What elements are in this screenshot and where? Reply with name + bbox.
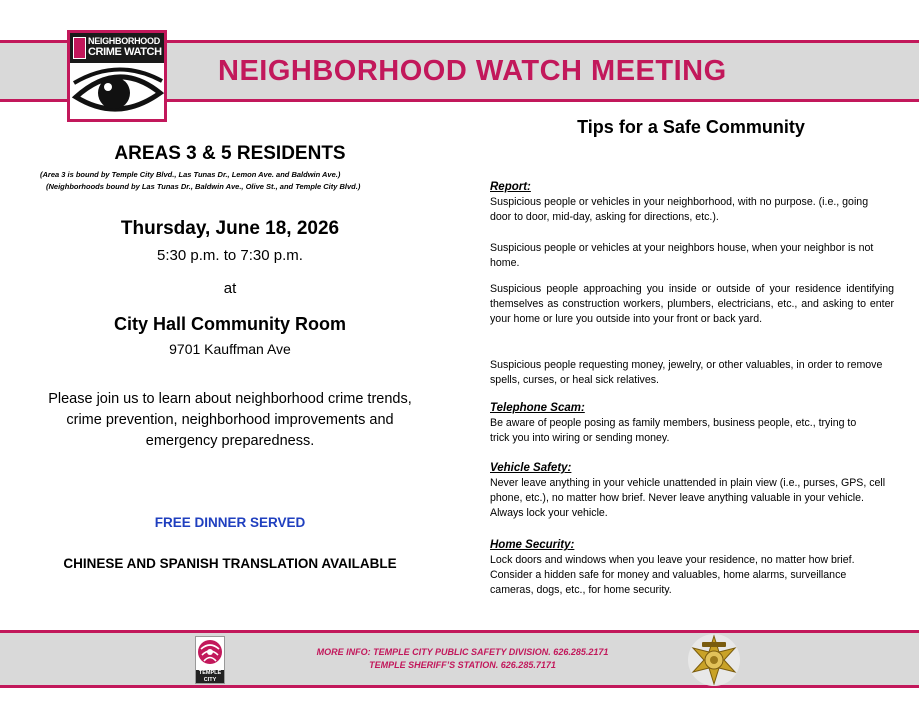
at-label: at — [223, 280, 237, 297]
vehicle-safety-section — [490, 461, 894, 521]
report-item: Suspicious people requesting money, jewelry, or other valuables, in order to remove spells, curses, or heal sick relatives. — [490, 359, 883, 386]
home-security-heading: Home Security: — [490, 539, 575, 551]
footer-band — [0, 630, 919, 688]
report-heading: Report: — [490, 181, 531, 193]
report-item: Suspicious people or vehicles at your neighbors house, when your neighbor is not home. — [490, 242, 874, 269]
description-line: Please join us to learn about neighborhood crime trends, — [48, 391, 412, 407]
report-item: Suspicious people approaching you inside or outside of your residence identifying themselves as construction workers, plumbers, electricians, etc., and asking to enter your home or lure you outside into your front or back yard. — [490, 283, 894, 325]
neighborhood-crime-watch-logo — [67, 30, 167, 122]
page-title: NEIGHBORHOOD WATCH MEETING — [218, 55, 727, 87]
footer-info-line1: MORE INFO: TEMPLE CITY PUBLIC SAFETY DIVISION. 626.285.2171 — [316, 647, 609, 657]
event-date: Thursday, June 18, 2026 — [120, 218, 340, 239]
report-item-block — [490, 241, 894, 271]
footer-info-line2: TEMPLE SHERIFF’S STATION. 626.285.7171 — [369, 660, 556, 670]
report-item: Suspicious people or vehicles in your neighborhood, with no purpose. (i.e., going door to door, mid-day, asking for directions, etc.). — [490, 196, 869, 223]
logo-header — [70, 33, 164, 63]
description-line: emergency preparedness. — [145, 433, 315, 449]
logo-line1: NEIGHBORHOOD — [88, 36, 160, 46]
logo-line2: CRIME WATCH — [88, 46, 162, 58]
sheriff-star-badge-icon — [687, 633, 741, 687]
event-venue: City Hall Community Room — [113, 314, 346, 334]
telephone-scam-heading: Telephone Scam: — [490, 402, 585, 414]
report-section — [490, 180, 894, 225]
telephone-scam-section — [490, 401, 894, 446]
description-line: crime prevention, neighborhood improvements and — [66, 412, 394, 428]
event-time: 5:30 p.m. to 7:30 p.m. — [157, 247, 303, 264]
home-security-text: Lock doors and windows when you leave your residence, no matter how brief. Consider a hidden safe for money and valuables, home alarms, surveillance cameras, dogs, etc., for home security. — [490, 554, 855, 596]
free-dinner-notice: FREE DINNER SERVED — [154, 515, 306, 530]
event-description — [20, 389, 440, 452]
vehicle-safety-text: Never leave anything in your vehicle unattended in plain view (i.e., purses, GPS, cell phone, etc.), no matter how brief. Never leave anything valuable in your vehicle. Always lock your vehicle. — [490, 477, 886, 519]
home-security-section — [490, 538, 894, 598]
report-item-block — [490, 282, 894, 327]
vehicle-safety-heading: Vehicle Safety: — [490, 462, 572, 474]
camellia-flower-icon — [196, 637, 224, 670]
areas-title: AREAS 3 & 5 RESIDENTS — [114, 143, 346, 164]
event-address: 9701 Kauffman Ave — [169, 341, 291, 357]
eye-icon — [72, 63, 164, 119]
area5-boundary: (Neighborhoods bound by Las Tunas Dr., Baldwin Ave., Olive St., and Temple City Blvd.) — [46, 182, 361, 191]
area3-boundary: (Area 3 is bound by Temple City Blvd., Las Tunas Dr., Lemon Ave. and Baldwin Ave.) — [40, 170, 341, 179]
telephone-scam-text: Be aware of people posing as family members, business people, etc., trying to trick you into wiring or sending money. — [490, 417, 857, 444]
report-item-block — [490, 358, 894, 388]
tips-title: Tips for a Safe Community — [577, 117, 805, 137]
temple-city-label: TEMPLE CITY — [196, 670, 224, 683]
translation-notice: CHINESE AND SPANISH TRANSLATION AVAILABLE — [63, 556, 397, 571]
temple-city-logo — [195, 636, 225, 684]
logo-badge-icon — [73, 37, 86, 59]
